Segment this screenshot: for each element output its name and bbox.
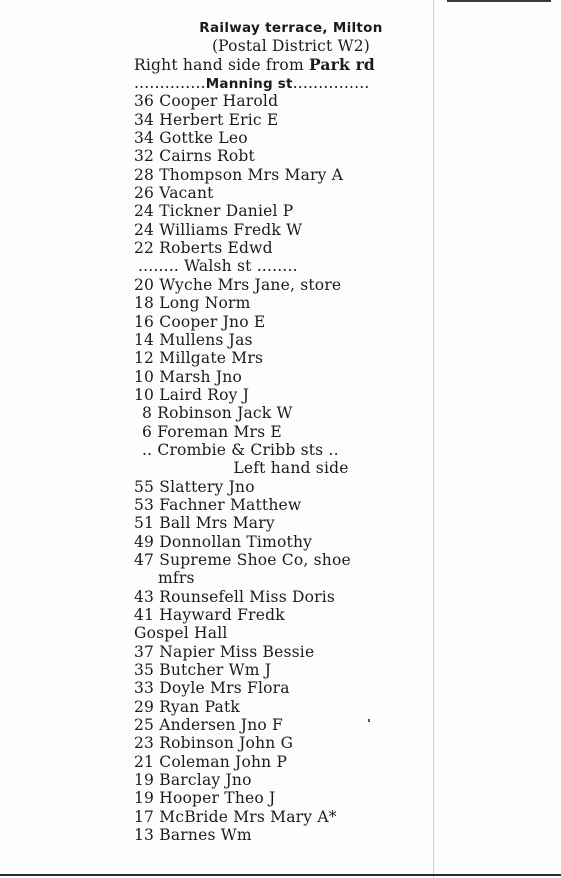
house-number: 53 (134, 495, 155, 514)
bottom-rule (0, 874, 561, 876)
directory-entry (134, 478, 434, 496)
directory-entry (134, 404, 434, 422)
directory-entry (134, 166, 434, 184)
directory-entry (134, 716, 434, 734)
directory-entry (134, 698, 434, 716)
house-number: 41 (134, 606, 155, 624)
house-number: 35 (134, 661, 155, 680)
resident-name: Andersen Jno F (159, 716, 283, 735)
entries-group-3 (134, 478, 434, 570)
directory-entry (134, 313, 434, 331)
house-number: 34 (134, 129, 155, 148)
gospel-hall: Gospel Hall (134, 624, 228, 643)
cross-street-walsh: ........ Walsh st ........ (138, 257, 298, 276)
house-number: 19 (134, 771, 155, 790)
house-number: 23 (134, 734, 155, 753)
house-number: 43 (134, 587, 155, 606)
resident-name: Barnes Wm (159, 826, 252, 845)
wrapped-mfrs: mfrs (158, 569, 195, 588)
directory-entry (134, 588, 434, 606)
left-side-heading: Left hand side (233, 459, 349, 478)
cross-street-name: Manning st (205, 76, 293, 93)
directory-entry (134, 643, 434, 661)
resident-name: McBride Mrs Mary A* (159, 807, 337, 826)
house-number: 8 (142, 404, 153, 423)
resident-name: Cooper Harold (159, 92, 279, 111)
cross-dots-right: ............... (292, 74, 370, 93)
house-number: 17 (134, 807, 155, 826)
directory-entry (134, 349, 434, 367)
directory-entry (134, 679, 434, 697)
postal-district: (Postal District W2) (211, 37, 371, 56)
directory-entry (134, 331, 434, 349)
directory-entry (134, 753, 434, 771)
resident-name: Gottke Leo (159, 129, 248, 148)
resident-name: Barclay Jno (159, 771, 252, 790)
side-heading (134, 56, 434, 74)
resident-name: Butcher Wm J (159, 661, 272, 680)
top-rule (447, 0, 551, 2)
resident-name: Ball Mrs Mary (159, 514, 275, 533)
entries-group-4 (134, 588, 434, 625)
street-title: Railway terrace, Milton (199, 20, 383, 36)
directory-entry (134, 294, 434, 312)
house-number: 49 (134, 532, 155, 551)
directory-entry (134, 368, 434, 386)
resident-name: Fachner Matthew (159, 495, 302, 514)
house-number: 29 (134, 697, 155, 716)
directory-entry (134, 551, 434, 569)
directory-column (134, 19, 434, 844)
directory-entry (134, 771, 434, 789)
resident-name: Thompson Mrs Mary A (159, 165, 344, 184)
directory-entry (134, 386, 434, 404)
resident-name: Doyle Mrs Flora (159, 679, 290, 698)
resident-name: Supreme Shoe Co, shoe (159, 550, 351, 569)
house-number: 34 (134, 110, 155, 129)
entries-group-5 (134, 643, 434, 845)
house-number: 33 (134, 679, 155, 698)
house-number: 24 (134, 202, 155, 221)
house-number: 55 (134, 477, 155, 496)
resident-name: Donnollan Timothy (159, 532, 313, 551)
cross-street-row (134, 74, 434, 92)
resident-name: Vacant (159, 184, 214, 203)
directory-entry (134, 661, 434, 679)
directory-entry (134, 202, 434, 220)
directory-entry (134, 533, 434, 551)
house-number: 28 (134, 165, 155, 184)
directory-entry (134, 808, 434, 826)
resident-name: Slattery Jno (159, 477, 255, 496)
cross-street-crombie: .. Crombie & Cribb sts .. (142, 440, 339, 459)
resident-name: Coleman John P (159, 752, 288, 771)
directory-entry (134, 734, 434, 752)
house-number: 47 (134, 550, 155, 569)
resident-name: Rounsefell Miss Doris (159, 587, 336, 606)
house-number: 25 (134, 716, 155, 735)
directory-entry (134, 92, 434, 110)
resident-name: Mullens Jas (159, 330, 253, 349)
directory-entry (134, 184, 434, 202)
house-number: 6 (142, 422, 153, 441)
house-number: 32 (134, 147, 155, 166)
resident-name: Wyche Mrs Jane, store (159, 275, 342, 294)
directory-entry (134, 496, 434, 514)
directory-entry (134, 826, 434, 844)
resident-name: Robinson John G (159, 734, 294, 753)
directory-entry (134, 111, 434, 129)
resident-name: Long Norm (159, 294, 251, 313)
house-number: 37 (134, 642, 155, 661)
resident-name: Hayward Fredk (159, 606, 285, 624)
house-number: 36 (134, 92, 155, 111)
resident-name: Napier Miss Bessie (159, 642, 315, 661)
directory-entry (134, 221, 434, 239)
house-number: 10 (134, 367, 155, 386)
house-number: 13 (134, 826, 155, 845)
resident-name: Laird Roy J (159, 385, 250, 404)
directory-entry (134, 514, 434, 532)
resident-name: Cairns Robt (159, 147, 255, 166)
resident-name: Robinson Jack W (157, 404, 293, 423)
resident-name: Hooper Theo J (159, 789, 276, 808)
side-start-street: Park rd (308, 54, 375, 74)
entries-group-2 (134, 276, 434, 441)
directory-entry (134, 276, 434, 294)
directory-entry (134, 423, 434, 441)
resident-name: Millgate Mrs (159, 349, 264, 368)
directory-entry (134, 789, 434, 807)
resident-name: Cooper Jno E (159, 312, 266, 331)
resident-name: Foreman Mrs E (157, 422, 282, 441)
resident-name: Roberts Edwd (159, 239, 273, 258)
resident-name: Ryan Patk (159, 697, 240, 716)
house-number: 51 (134, 514, 155, 533)
side-prefix: Right hand side from (134, 55, 309, 74)
entries-group-1 (134, 92, 434, 257)
resident-name: Tickner Daniel P (159, 202, 294, 221)
house-number: 14 (134, 330, 155, 349)
house-number: 20 (134, 275, 155, 294)
resident-name: Williams Fredk W (159, 220, 303, 239)
directory-entry (134, 129, 434, 147)
directory-entry (134, 606, 434, 624)
house-number: 19 (134, 789, 155, 808)
house-number: 21 (134, 752, 155, 771)
resident-name: Marsh Jno (159, 367, 242, 386)
house-number: 18 (134, 294, 155, 313)
directory-entry (134, 147, 434, 165)
house-number: 24 (134, 220, 155, 239)
cross-dots-left: .............. (134, 74, 206, 93)
directory-entry (134, 239, 434, 257)
resident-name: Herbert Eric E (159, 110, 279, 129)
house-number: 10 (134, 385, 155, 404)
house-number: 26 (134, 184, 155, 203)
house-number: 22 (134, 239, 155, 258)
house-number: 12 (134, 349, 155, 368)
house-number: 16 (134, 312, 155, 331)
